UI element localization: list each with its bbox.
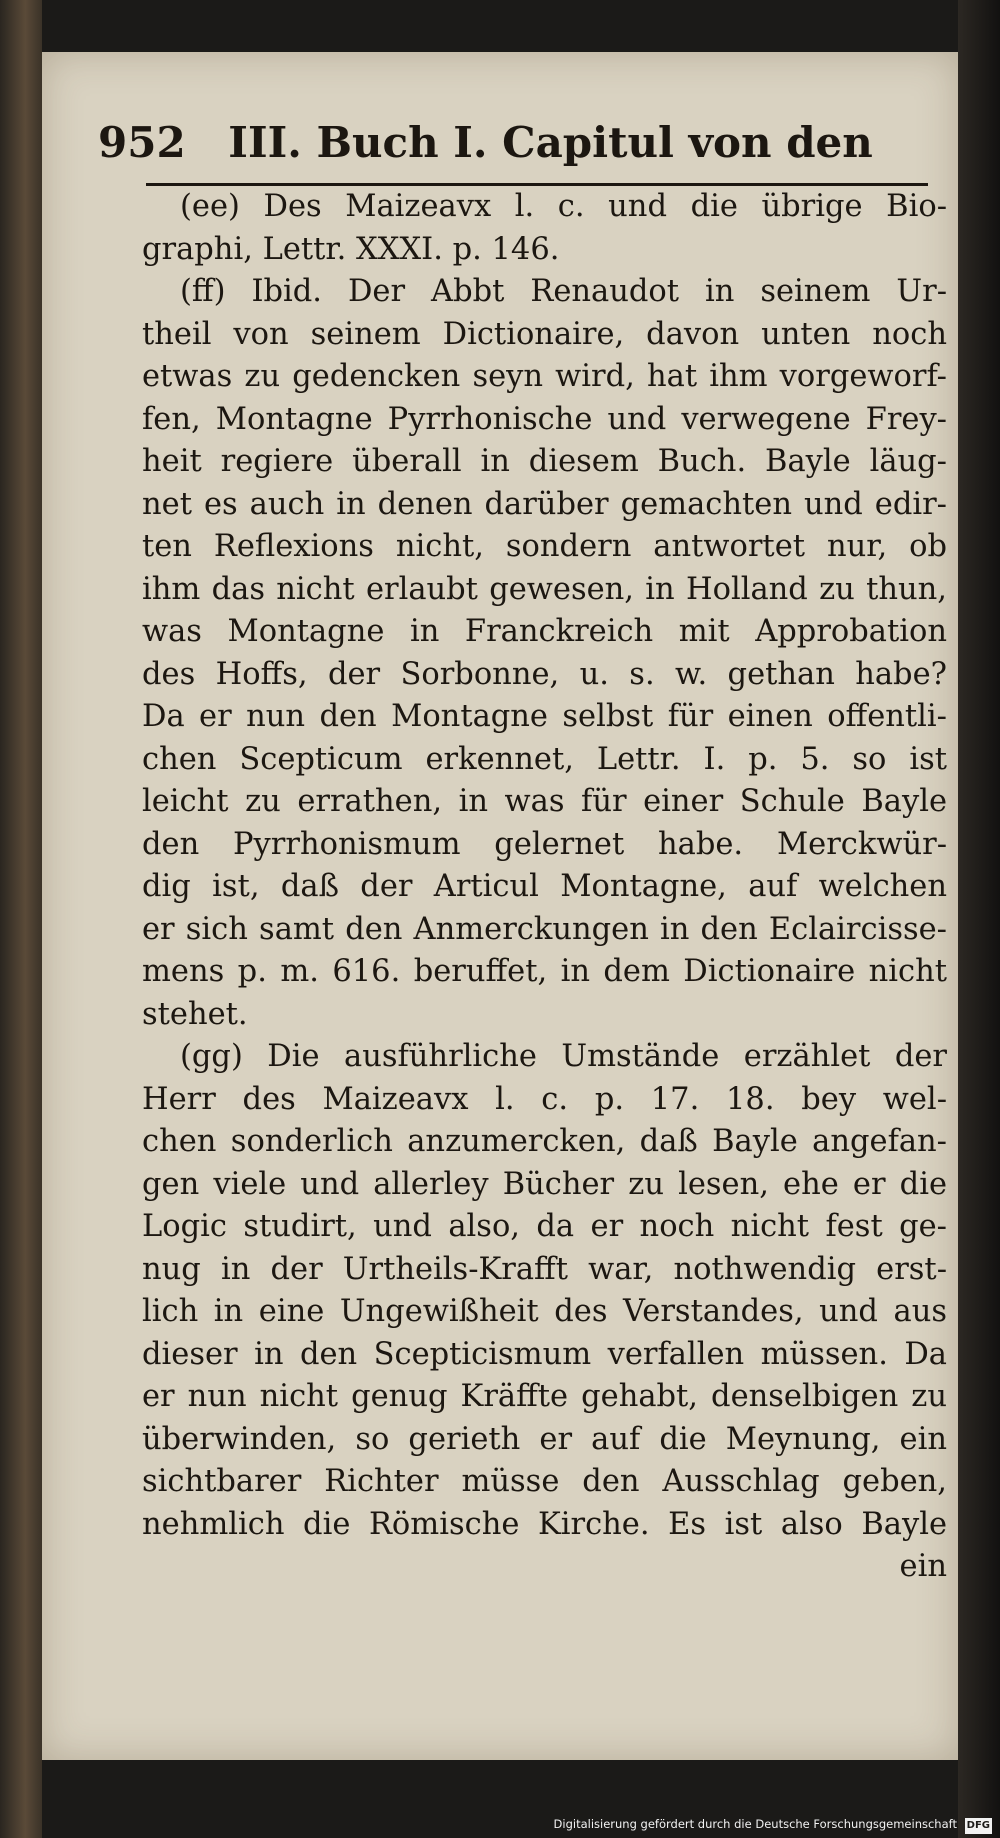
text-line: überwinden, so gerieth er auf die Meynung, ein (142, 1421, 947, 1457)
text-line: was Montagne in Franckreich mit Approbation (142, 614, 947, 649)
dfg-logo-badge: DFG (965, 1818, 992, 1834)
text-line: net es auch in denen darüber gemachten und edir- (142, 486, 947, 522)
text-line: lich in eine Ungewißheit des Verstandes, und aus (142, 1294, 947, 1329)
text-line: nehmlich die Römische Kirche. Es ist also Bayle (142, 1506, 947, 1542)
text-line: theil von seinem Dictionaire, davon unten noch (142, 316, 947, 352)
text-line: ten Reflexions nicht, sondern antwortet nur, ob (142, 529, 947, 564)
text-line: er nun nicht genug Kräffte gehabt, denselbigen zu (142, 1379, 947, 1414)
text-line: etwas zu gedencken seyn wird, hat ihm vorgeworf- (142, 359, 947, 394)
text-line: Herr des Maizeavx l. c. p. 17. 18. bey wel- (142, 1081, 947, 1117)
text-line: leicht zu errathen, in was für einer Schule Bayle (142, 784, 947, 819)
footnote-body (142, 186, 947, 1589)
text-line: er sich samt den Anmerckungen in den Eclaircisse- (142, 911, 947, 947)
text-line: sichtbarer Richter müsse den Ausschlag geben, (142, 1464, 947, 1499)
text-line: des Hoffs, der Sorbonne, u. s. w. gethan habe? (142, 656, 947, 692)
text-line: Da er nun den Montagne selbst für einen offentli- (142, 699, 947, 734)
text-line: mens p. m. 616. beruffet, in dem Dictionaire nicht (142, 954, 947, 989)
catchword: ein (899, 1549, 947, 1584)
book-right-edge (958, 0, 1000, 1838)
text-line: chen sonderlich anzumercken, daß Bayle angefan- (142, 1124, 947, 1159)
text-line: dieser in den Scepticismum verfallen müssen. Da (142, 1336, 947, 1372)
text-line: ihm das nicht erlaubt gewesen, in Holland zu thun, (142, 571, 947, 607)
text-line: heit regiere überall in diesem Buch. Bayle läug- (142, 444, 947, 479)
text-line: nug in der Urtheils-Krafft war, nothwendig erst- (142, 1251, 947, 1287)
running-header (98, 118, 928, 180)
page-number: 952 (98, 118, 186, 167)
digitization-credit (554, 1816, 992, 1832)
credit-text: Digitalisierung gefördert durch die Deutsche Forschungsgemeinschaft (553, 1817, 957, 1831)
text-line: den Pyrrhonismum gelernet habe. Merckwür- (142, 826, 947, 862)
text-line: stehet. (142, 996, 248, 1032)
text-line: fen, Montagne Pyrrhonische und verwegene Frey- (142, 401, 947, 437)
text-line: graphi, Lettr. XXXI. p. 146. (142, 231, 560, 267)
text-line: (ee) Des Maizeavx l. c. und die übrige Bio- (180, 189, 947, 224)
text-line: chen Scepticum erkennet, Lettr. I. p. 5. so ist (142, 741, 947, 777)
text-line: Logic studirt, und also, da er noch nicht fest ge- (142, 1209, 947, 1244)
text-line: dig ist, daß der Articul Montagne, auf welchen (142, 869, 947, 904)
text-line: (gg) Die ausführliche Umstände erzählet der (180, 1039, 947, 1074)
running-title: III. Buch I. Capitul von den (228, 118, 873, 167)
text-line: gen viele und allerley Bücher zu lesen, ehe er die (142, 1166, 947, 1202)
book-spine-edge (0, 0, 42, 1838)
text-line: (ff) Ibid. Der Abbt Renaudot in seinem Ur- (180, 274, 947, 309)
